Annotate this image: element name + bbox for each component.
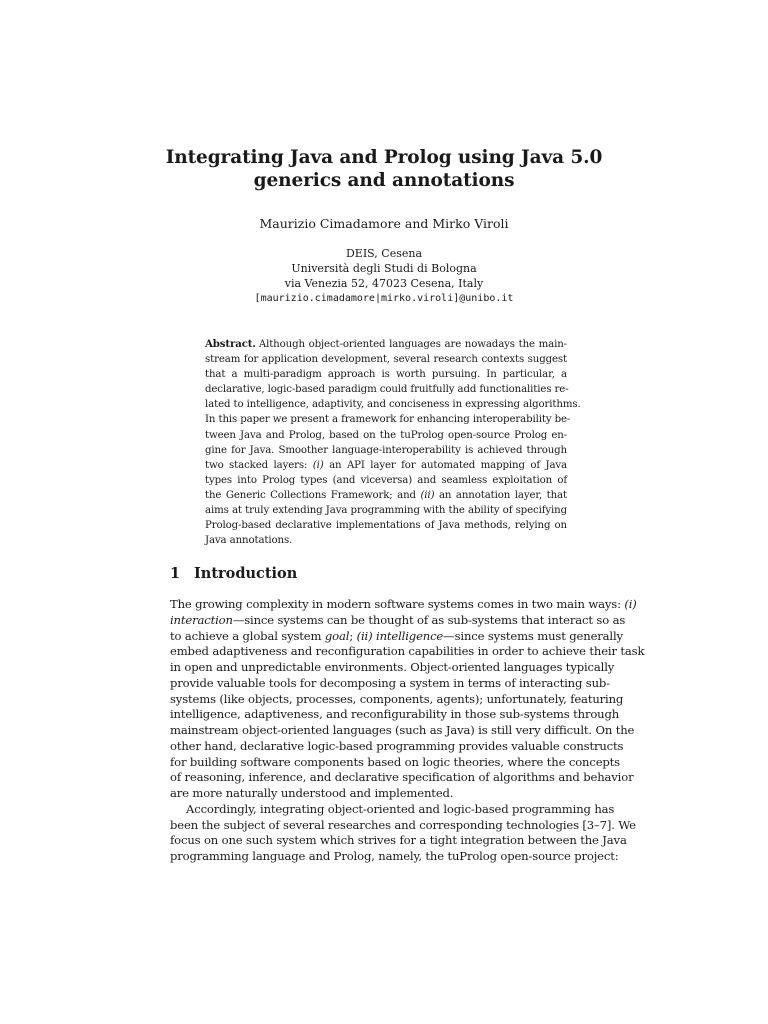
body-line: programming language and Prolog, namely, the tuProlog open-source project:	[170, 849, 619, 863]
abstract	[205, 337, 581, 548]
abstract-line: In this paper we present a framework for enhancing interoperability be-	[205, 414, 571, 426]
abstract-label: Abstract.	[205, 338, 256, 350]
abstract-line: aims at truly extending Java programming with the ability of specifying	[205, 505, 567, 517]
authors: Maurizio Cimadamore and Mirko Viroli	[259, 216, 509, 231]
title-line: generics and annotations	[253, 170, 515, 191]
abstract-line: that a multi-paradigm approach is worth pursuing. In particular, a	[205, 369, 567, 381]
body-text	[170, 597, 645, 865]
body-line: of reasoning, inference, and declarative specification of algorithms and behavior	[170, 770, 634, 785]
paper-title	[0, 146, 768, 192]
italic-text: (ii)	[420, 489, 435, 501]
abstract-line: gine for Java. Smoother language-interoperability is achieved through	[205, 444, 567, 456]
section-title: Introduction	[194, 565, 298, 582]
body-line: intelligence, adaptiveness, and reconfigurability in those sub-systems through	[170, 707, 620, 722]
body-line: embed adaptiveness and reconfiguration capabilities in order to achieve their task	[170, 644, 645, 659]
abstract-line: the Generic Collections Framework; and (ii) an annotation layer, that	[205, 489, 567, 501]
body-line: to achieve a global system goal; (ii) intelligence—since systems must generally	[170, 628, 623, 643]
italic-text: goal	[324, 628, 350, 643]
abstract-line: two stacked layers: (i) an API layer for automated mapping of Java	[205, 459, 567, 471]
italic-text: (i)	[312, 459, 324, 471]
italic-text: (i)	[624, 597, 637, 611]
body-line: focus on one such system which strives for a tight integration between the Java	[170, 833, 627, 848]
abstract-line: lated to intelligence, adaptivity, and conciseness in expressing algorithms.	[205, 399, 581, 411]
italic-text: (ii) intelligence	[356, 628, 444, 643]
body-line: Accordingly, integrating object-oriented and logic-based programming has	[186, 801, 615, 816]
abstract-line: Prolog-based declarative implementations of Java methods, relying on	[205, 520, 567, 532]
abstract-line: stream for application development, several research contexts suggest	[205, 354, 567, 366]
body-line: been the subject of several researches and corresponding technologies [3–7]. We	[170, 817, 636, 832]
abstract-line: declarative, logic-based paradigm could fruitfully add functionalities re-	[205, 384, 569, 396]
affiliation-line: Università degli Studi di Bologna	[291, 262, 477, 275]
body-line: systems (like objects, processes, components, agents); unfortunately, featuring	[170, 691, 624, 706]
title-line: Integrating Java and Prolog using Java 5.0	[165, 147, 603, 168]
author-email: [maurizio.cimadamore|mirko.viroli]@unibo.it	[254, 293, 514, 304]
body-line: mainstream object-oriented languages (such as Java) is still very difficult. On the	[170, 723, 635, 737]
abstract-line: tween Java and Prolog, based on the tuProlog open-source Prolog en-	[205, 429, 567, 441]
section-number: 1	[170, 565, 181, 582]
abstract-line: Java annotations.	[205, 535, 293, 547]
abstract-line: Abstract. Although object-oriented languages are nowadays the main-	[205, 338, 567, 350]
affiliation-line: via Venezia 52, 47023 Cesena, Italy	[284, 277, 484, 290]
affiliation	[0, 246, 768, 306]
section-heading	[170, 564, 297, 584]
body-line: interaction—since systems can be thought of as sub-systems that interact so as	[170, 612, 626, 627]
body-line: The growing complexity in modern software systems comes in two main ways: (i)	[170, 597, 637, 611]
abstract-line: types into Prolog types (and viceversa) and seamless exploitation of	[205, 474, 567, 486]
body-line: in open and unpredictable environments. Object-oriented languages typically	[170, 660, 615, 674]
affiliation-line: DEIS, Cesena	[345, 247, 423, 260]
body-line: provide valuable tools for decomposing a system in terms of interacting sub-	[170, 675, 610, 690]
body-line: for building software components based on logic theories, where the concepts	[170, 754, 620, 769]
body-line: other hand, declarative logic-based programming provides valuable constructs	[170, 738, 624, 753]
italic-text: interaction	[170, 612, 233, 627]
body-line: are more naturally understood and implemented.	[170, 786, 454, 800]
